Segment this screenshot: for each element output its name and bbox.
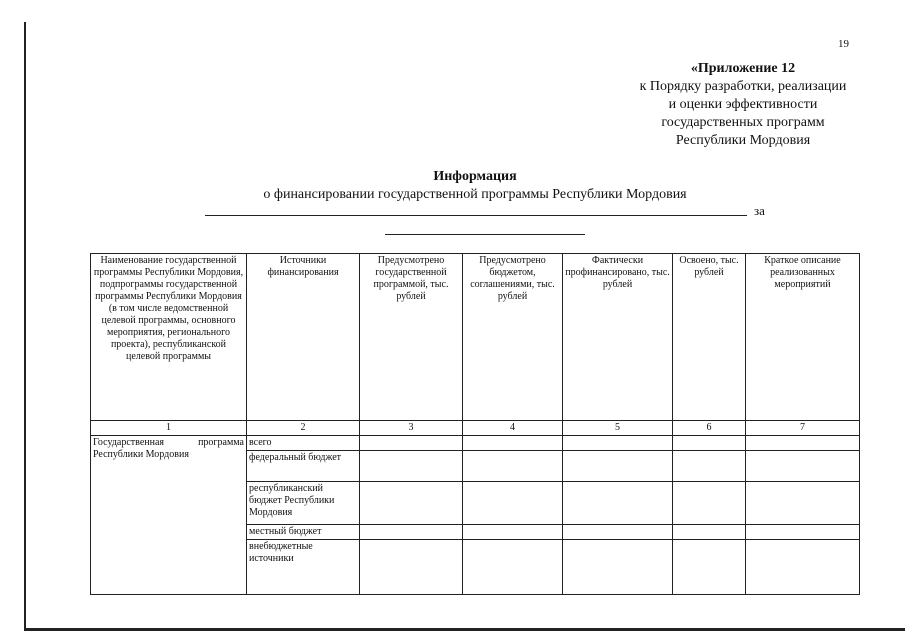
empty-cell [746,540,860,595]
empty-cell [563,451,673,482]
source-cell: всего [247,436,360,451]
empty-cell [563,482,673,525]
column-number: 4 [463,421,563,436]
empty-cell [746,482,860,525]
appendix-line: Республики Мордовия [675,133,811,148]
empty-cell [563,525,673,540]
column-number: 5 [563,421,673,436]
column-header: Фактически профинансировано, тыс. рублей [563,254,673,421]
appendix-line: государственных программ [661,115,825,130]
source-cell: республиканский бюджет Республики Мордовия [247,482,360,525]
document-title: Информация [433,169,517,184]
empty-cell [673,482,746,525]
empty-cell [360,540,463,595]
column-number-row [91,421,860,436]
appendix-line: и оценки эффективности [668,97,818,112]
source-cell: местный бюджет [247,525,360,540]
empty-cell [463,482,563,525]
document-heading [200,168,750,204]
column-header: Предусмотрено бюджетом, соглашениями, тыс. рублей [463,254,563,421]
column-number: 7 [746,421,860,436]
table-row [91,436,860,451]
empty-cell [673,451,746,482]
empty-cell [563,436,673,451]
appendix-block [612,60,874,150]
page-number: 19 [838,38,849,50]
source-cell: внебюджетные источники [247,540,360,595]
empty-cell [360,436,463,451]
empty-cell [463,436,563,451]
source-cell: федеральный бюджет [247,451,360,482]
period-suffix: за [754,203,765,218]
column-number: 3 [360,421,463,436]
empty-cell [673,525,746,540]
blank-fill-line [385,234,585,235]
empty-cell [673,436,746,451]
empty-cell [463,451,563,482]
column-header: Предусмотрено государственной программой, тыс. рублей [360,254,463,421]
empty-cell [360,482,463,525]
empty-cell [360,525,463,540]
appendix-line: к Порядку разработки, реализации [639,79,847,94]
column-header: Источники финансирования [247,254,360,421]
financing-table [90,253,860,595]
column-number: 6 [673,421,746,436]
program-name-cell: Государственная программа Республики Мордовия [91,436,247,595]
empty-cell [746,451,860,482]
document-subtitle: о финансировании государственной программы Республики Мордовия [263,187,687,202]
column-header: Наименование государственной программы Республики Мордовия, подпрограммы государственной программы Республики Мордовия (в том числе ведомственной целевой программы, основного мероприятия, регионального проекта), республиканской целевой программы [91,254,247,421]
column-number: 2 [247,421,360,436]
empty-cell [563,540,673,595]
empty-cell [673,540,746,595]
page-border-bottom [24,628,905,631]
blank-fill-line [205,215,747,216]
appendix-title: «Приложение 12 [690,61,796,76]
column-header: Краткое описание реализованных мероприятий [746,254,860,421]
page-border-left [24,22,26,630]
empty-cell [746,525,860,540]
empty-cell [463,525,563,540]
empty-cell [746,436,860,451]
column-header: Освоено, тыс. рублей [673,254,746,421]
empty-cell [463,540,563,595]
column-number: 1 [91,421,247,436]
table-header-row [91,254,860,421]
empty-cell [360,451,463,482]
